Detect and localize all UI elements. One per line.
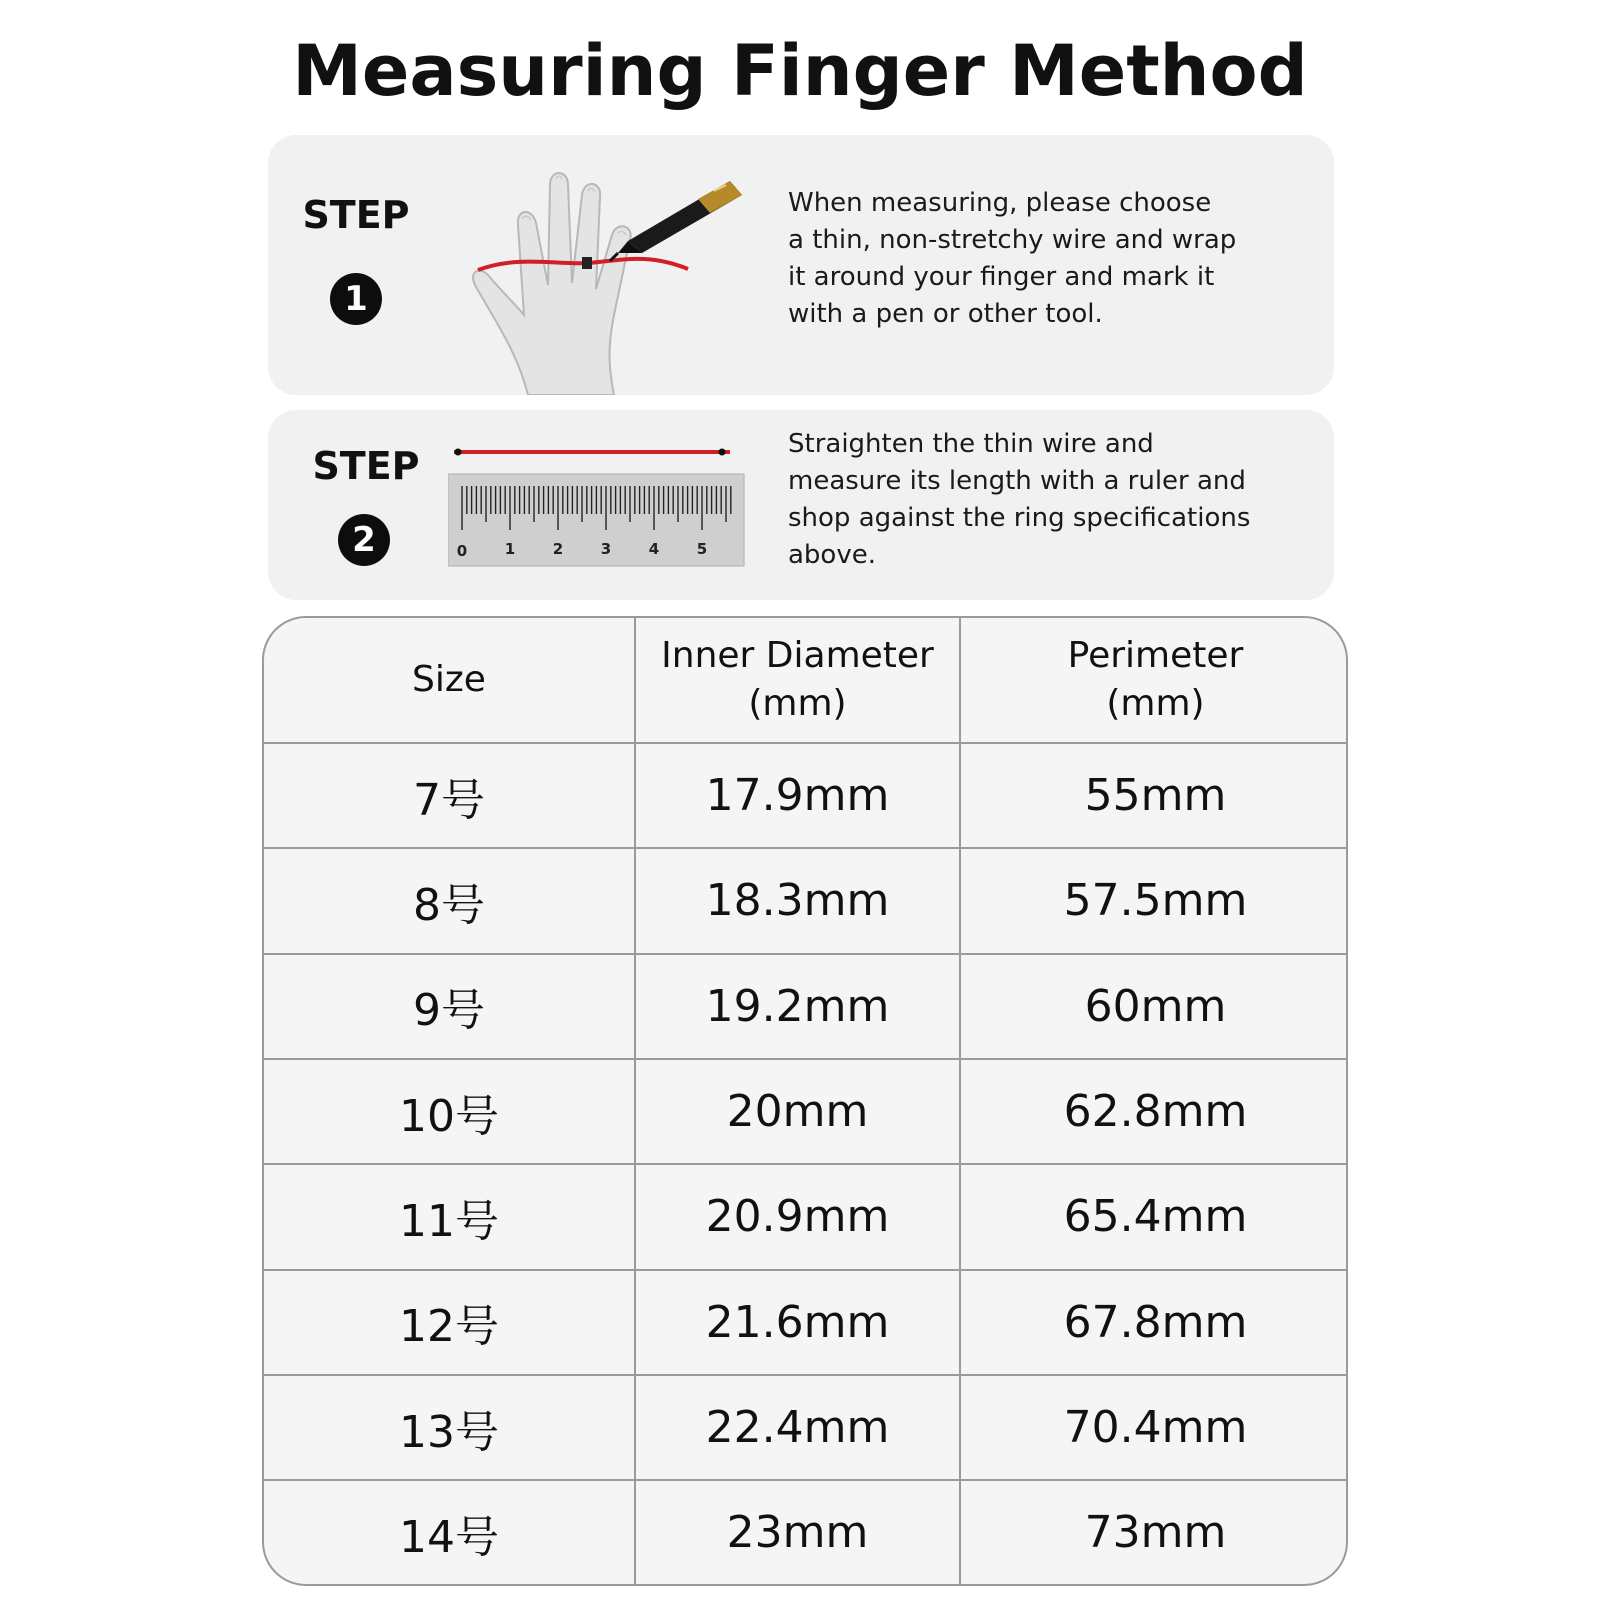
- table-row: [264, 743, 1348, 848]
- table-row: [264, 1270, 1348, 1375]
- inner-diameter-cell: 17.9mm: [635, 743, 960, 848]
- step-1-number-badge: 1: [330, 273, 382, 325]
- table-header-row: [264, 618, 1348, 743]
- marker-pen-icon: [610, 181, 742, 261]
- size-cell: 8号: [264, 848, 635, 953]
- step-2-text-line: shop against the ring specifications: [788, 503, 1251, 533]
- step-2-text-line: Straighten the thin wire and: [788, 429, 1154, 459]
- step-2-text-line: above.: [788, 540, 876, 570]
- step-2-number-badge: 2: [338, 514, 390, 566]
- perimeter-cell: 55mm: [960, 743, 1348, 848]
- step-2-text-line: measure its length with a ruler and: [788, 466, 1246, 496]
- inner-diameter-cell: 20.9mm: [635, 1164, 960, 1269]
- step-1-text-line: When measuring, please choose: [788, 188, 1212, 218]
- ruler-label: 3: [600, 540, 612, 558]
- step-2-label: STEP: [312, 444, 420, 488]
- perimeter-cell: 73mm: [960, 1480, 1348, 1584]
- step-1-text-line: a thin, non-stretchy wire and wrap: [788, 225, 1237, 255]
- inner-diameter-cell: 20mm: [635, 1059, 960, 1164]
- ruler-label: 2: [552, 540, 564, 558]
- step-1-text-line: with a pen or other tool.: [788, 299, 1103, 329]
- size-column-header: [264, 618, 635, 743]
- inner-diameter-cell: 23mm: [635, 1480, 960, 1584]
- size-cell: 10号: [264, 1059, 635, 1164]
- header-text: Inner Diameter: [661, 635, 934, 676]
- step-2-description: [788, 426, 1250, 574]
- header-unit: (mm): [748, 683, 847, 724]
- table-row: [264, 1375, 1348, 1480]
- size-cell: 12号: [264, 1270, 635, 1375]
- perimeter-cell: 62.8mm: [960, 1059, 1348, 1164]
- perimeter-cell: 57.5mm: [960, 848, 1348, 953]
- step-2-card: [268, 410, 1334, 600]
- table-row: [264, 848, 1348, 953]
- step-1-description: [788, 185, 1236, 333]
- inner-diameter-cell: 21.6mm: [635, 1270, 960, 1375]
- perimeter-cell: 67.8mm: [960, 1270, 1348, 1375]
- perimeter-cell: 65.4mm: [960, 1164, 1348, 1269]
- table-row: [264, 1059, 1348, 1164]
- size-cell: 11号: [264, 1164, 635, 1269]
- header-text: Size: [412, 659, 486, 700]
- ruler-label: 1: [504, 540, 516, 558]
- inner-diameter-cell: 22.4mm: [635, 1375, 960, 1480]
- inner-diameter-cell: 18.3mm: [635, 848, 960, 953]
- table-row: [264, 1164, 1348, 1269]
- inner-diameter-cell: 19.2mm: [635, 954, 960, 1059]
- page-title: Measuring Finger Method: [292, 30, 1308, 112]
- perimeter-cell: 60mm: [960, 954, 1348, 1059]
- ruler-label: 0: [456, 542, 468, 560]
- ring-size-table: [262, 616, 1348, 1586]
- header-text: Perimeter: [1067, 635, 1244, 676]
- ruler-illustration: [448, 444, 748, 572]
- step-1-card: [268, 135, 1334, 395]
- ruler-label: 4: [648, 540, 660, 558]
- inner-diameter-column-header: [635, 618, 960, 743]
- step-1-label: STEP: [302, 193, 410, 237]
- size-cell: 7号: [264, 743, 635, 848]
- header-unit: (mm): [1106, 683, 1205, 724]
- perimeter-column-header: [960, 618, 1348, 743]
- hand-with-wire-illustration: [458, 165, 768, 395]
- table-row: [264, 954, 1348, 1059]
- perimeter-cell: 70.4mm: [960, 1375, 1348, 1480]
- table-row: [264, 1480, 1348, 1584]
- size-cell: 9号: [264, 954, 635, 1059]
- size-cell: 13号: [264, 1375, 635, 1480]
- ruler-label: 5: [696, 540, 708, 558]
- step-1-text-line: it around your finger and mark it: [788, 262, 1215, 292]
- size-cell: 14号: [264, 1480, 635, 1584]
